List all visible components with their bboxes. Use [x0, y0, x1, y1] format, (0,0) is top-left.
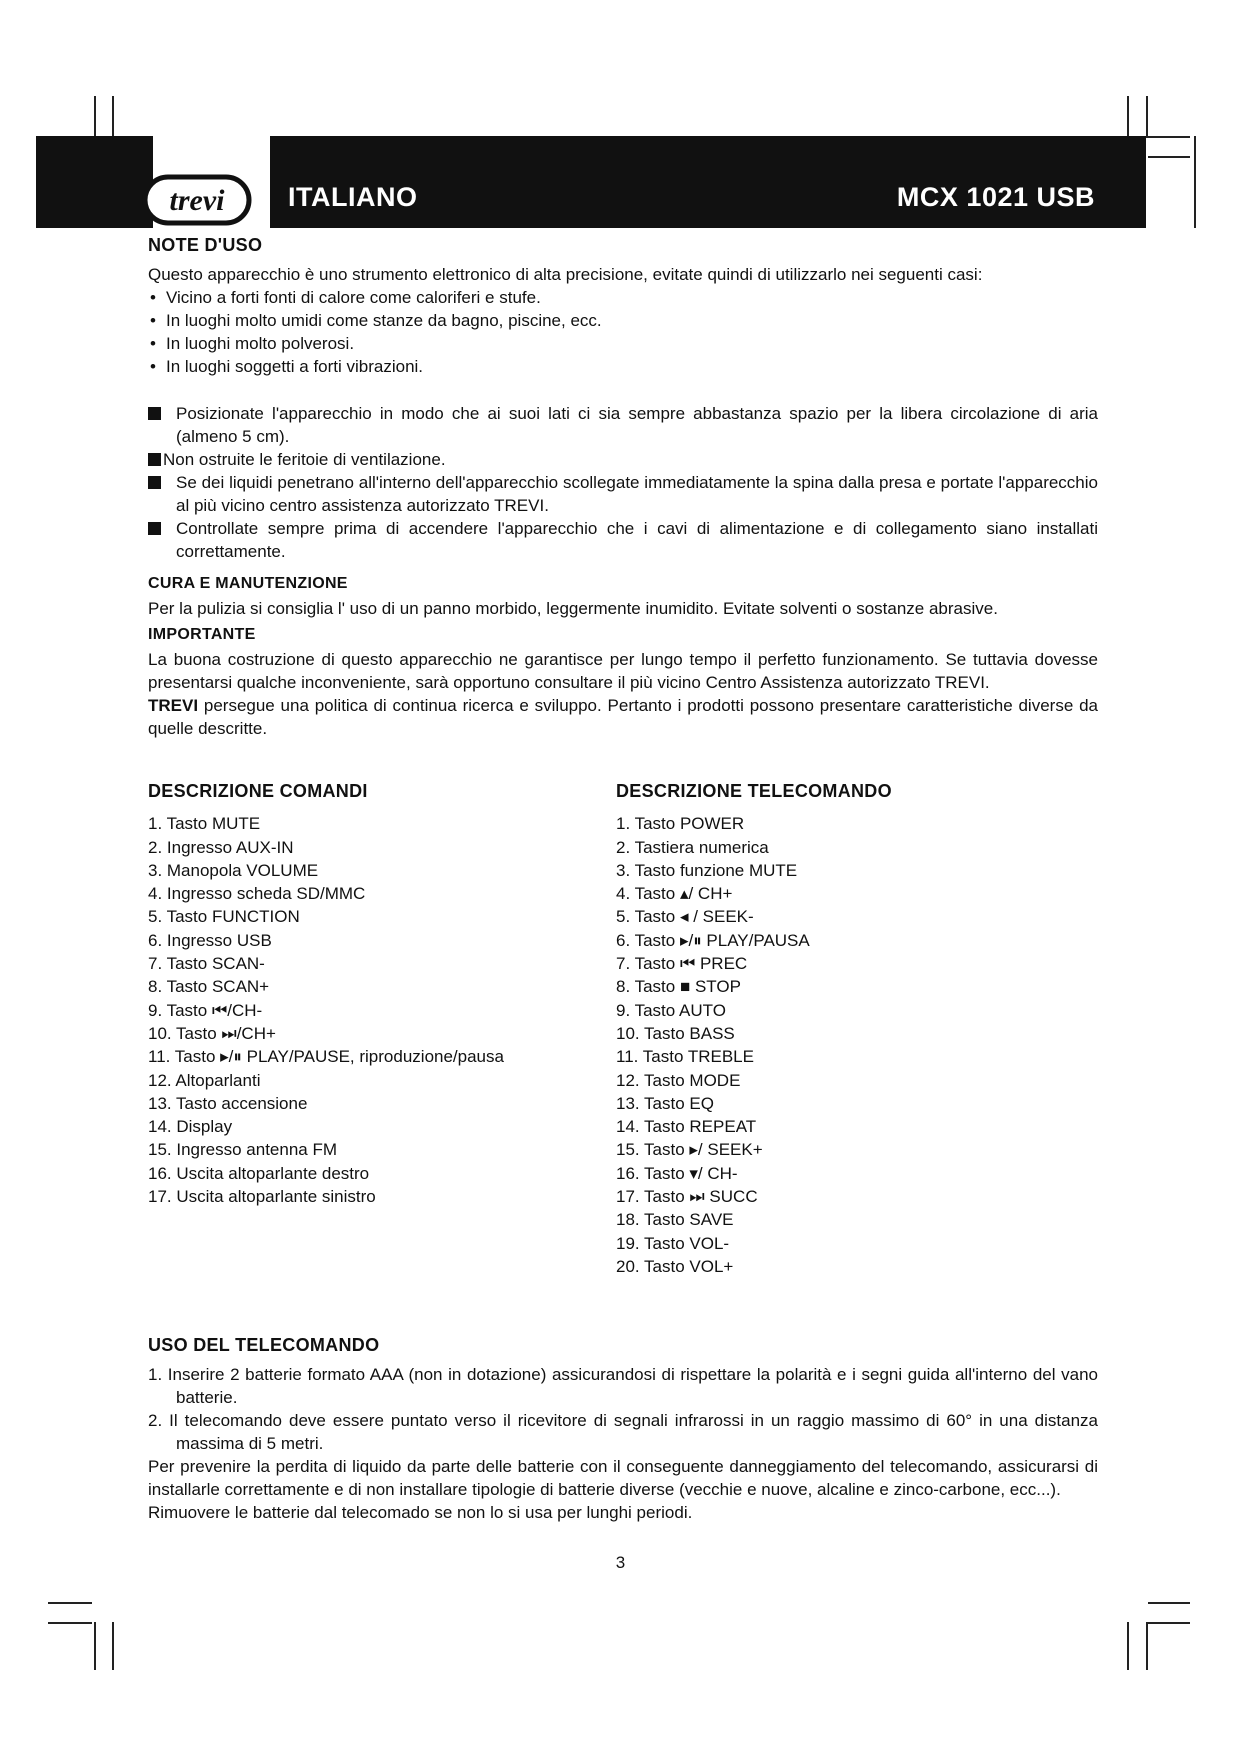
crop-mark [1148, 156, 1190, 158]
square-bullet-icon [148, 476, 161, 489]
list-item: 4. Ingresso scheda SD/MMC [148, 884, 366, 904]
list-item: 3. Tasto funzione MUTE [616, 860, 798, 880]
uso-paragraph: Per prevenire la perdita di liquido da parte delle batterie con il conseguente danneggiamento del telecomando, assicurarsi di installarle correttamente e di non installare tipologie di batterie diverse (vecchie e nuove, alcaline e zinco-carbone, ecc...). [148, 1457, 1098, 1499]
list-item: • In luoghi molto umidi come stanze da bagno, piscine, ecc. [148, 309, 1098, 332]
warning-item [148, 402, 1098, 448]
crop-mark [112, 1622, 114, 1670]
list-item: 16. Uscita altoparlante destro [148, 1163, 370, 1183]
cura-title: CURA E MANUTENZIONE [148, 575, 348, 592]
list-item: 8. Tasto ■ STOP [616, 977, 741, 997]
uso-step: 1. Inserire 2 batterie formato AAA (non in dotazione) assicurandosi di rispettare la polarità e i segni guida all'interno del vano batterie. [148, 1365, 1098, 1407]
importante-text: La buona costruzione di questo apparecchio ne garantisce per lungo tempo il perfetto funzionamento. Se tuttavia dovesse presentarsi qualche inconveniente, sarà opportuno consultare il più vicino Centro Assistenza autorizzato TREVI. [148, 650, 1098, 692]
list-item: 2. Tastiera numerica [616, 837, 769, 857]
cura-section [148, 572, 1098, 740]
logo-text: trevi [169, 184, 225, 217]
cura-text: Per la pulizia si consiglia l' uso di un panno morbido, leggermente inumidito. Evitate solventi o sostanze abrasive. [148, 599, 998, 618]
warning-item [148, 471, 1098, 517]
warning-text: Se dei liquidi penetrano all'interno dell'apparecchio scollegate immediatamente la spina dalla presa e portate l'apparecchio al più vicino centro assistenza autorizzato TREVI. [176, 473, 1098, 515]
telecomando-column [616, 780, 1066, 1278]
list-item: 8. Tasto SCAN+ [148, 977, 270, 997]
crop-mark [1146, 136, 1190, 138]
comandi-list [148, 812, 598, 1208]
list-item: 12. Altoparlanti [148, 1070, 261, 1090]
crop-mark [48, 1622, 92, 1624]
list-item: 16. Tasto ▾/ CH- [616, 1163, 738, 1183]
list-item: 1. Tasto MUTE [148, 814, 261, 834]
brand-name: TREVI [148, 696, 199, 715]
uso-telecomando-section [148, 1334, 1098, 1524]
uso-telecomando-title: USO DEL TELECOMANDO [148, 1335, 380, 1355]
list-item: 19. Tasto VOL- [616, 1233, 730, 1253]
list-item: 3. Manopola VOLUME [148, 860, 319, 880]
crop-mark [1194, 136, 1196, 228]
warning-item [148, 448, 1098, 471]
list-item: 14. Display [148, 1117, 233, 1137]
list-item: 1. Tasto POWER [616, 814, 745, 834]
note-uso-intro: Questo apparecchio è uno strumento elettronico di alta precisione, evitate quindi di utilizzarlo nei seguenti casi: [148, 265, 983, 284]
warning-text: Posizionate l'apparecchio in modo che ai suoi lati ci sia sempre abbastanza spazio per la libera circolazione di aria (almeno 5 cm). [176, 404, 1098, 446]
crop-mark [48, 1602, 92, 1604]
warning-text: Non ostruite le feritoie di ventilazione. [163, 450, 446, 469]
list-item: 15. Ingresso antenna FM [148, 1140, 338, 1160]
list-item: 6. Ingresso USB [148, 930, 272, 950]
warning-item [148, 517, 1098, 563]
crop-mark [1127, 1622, 1129, 1670]
list-item: 6. Tasto ▸/⏸ PLAY/PAUSA [616, 930, 810, 950]
list-item: 10. Tasto ⏭/CH+ [148, 1023, 276, 1043]
list-item: 4. Tasto ▴/ CH+ [616, 884, 733, 904]
list-item: 9. Tasto ⏮/CH- [148, 1000, 263, 1020]
list-item: 9. Tasto AUTO [616, 1000, 726, 1020]
list-item: 12. Tasto MODE [616, 1070, 741, 1090]
note-uso-section [148, 234, 1098, 563]
importante-title: IMPORTANTE [148, 626, 256, 643]
square-bullet-icon [148, 453, 161, 466]
telecomando-list [616, 812, 1066, 1278]
uso-step: 2. Il telecomando deve essere puntato verso il ricevitore di segnali infrarossi in un raggio massimo di 60° in una distanza massima di 5 metri. [148, 1411, 1098, 1453]
list-item: • Vicino a forti fonti di calore come caloriferi e stufe. [148, 286, 1098, 309]
list-item: 11. Tasto TREBLE [616, 1047, 754, 1067]
list-item: 20. Tasto VOL+ [616, 1256, 734, 1276]
telecomando-title: DESCRIZIONE TELECOMANDO [616, 781, 892, 801]
language-title: ITALIANO [288, 182, 418, 212]
list-item: 13. Tasto EQ [616, 1093, 714, 1113]
warning-list [148, 402, 1098, 563]
list-item: 14. Tasto REPEAT [616, 1117, 757, 1137]
note-uso-title: NOTE D'USO [148, 235, 263, 255]
list-item: 13. Tasto accensione [148, 1093, 308, 1113]
note-uso-bullets [148, 286, 1098, 378]
list-item: 15. Tasto ▸/ SEEK+ [616, 1140, 763, 1160]
page-number: 3 [615, 1553, 626, 1572]
list-item: 7. Tasto ⏮ PREC [616, 954, 748, 974]
comandi-title: DESCRIZIONE COMANDI [148, 781, 368, 801]
comandi-column [148, 780, 598, 1208]
importante-text-2 [148, 694, 1098, 740]
list-item: 7. Tasto SCAN- [148, 954, 265, 974]
list-item: 5. Tasto ◂ / SEEK- [616, 907, 754, 927]
uso-paragraph: Rimuovere le batterie dal telecomado se non lo si usa per lunghi periodi. [148, 1503, 693, 1522]
square-bullet-icon [148, 522, 161, 535]
header-side-block [36, 136, 153, 228]
crop-mark [1146, 96, 1148, 138]
list-item: 10. Tasto BASS [616, 1023, 735, 1043]
list-item: • In luoghi soggetti a forti vibrazioni. [148, 355, 1098, 378]
crop-mark [1146, 1622, 1148, 1670]
list-item: 5. Tasto FUNCTION [148, 907, 300, 927]
list-item: • In luoghi molto polverosi. [148, 332, 1098, 355]
list-item: 18. Tasto SAVE [616, 1210, 734, 1230]
crop-mark [94, 1622, 96, 1670]
list-item: 17. Tasto ⏭ SUCC [616, 1187, 758, 1207]
list-item: 2. Ingresso AUX-IN [148, 837, 294, 857]
importante-text-2-body: persegue una politica di continua ricerca e sviluppo. Pertanto i prodotti possono presentare caratteristiche diverse da quelle descritte. [148, 696, 1098, 738]
warning-text: Controllate sempre prima di accendere l'apparecchio che i cavi di alimentazione e di collegamento siano installati correttamente. [176, 519, 1098, 561]
list-item: 11. Tasto ▸/⏸ PLAY/PAUSE, riproduzione/pausa [148, 1047, 504, 1067]
square-bullet-icon [148, 407, 161, 420]
crop-mark [1148, 1602, 1190, 1604]
trevi-logo-icon [142, 174, 252, 226]
crop-mark [1146, 1622, 1190, 1624]
model-title: MCX 1021 USB [896, 182, 1095, 212]
list-item: 17. Uscita altoparlante sinistro [148, 1187, 376, 1207]
